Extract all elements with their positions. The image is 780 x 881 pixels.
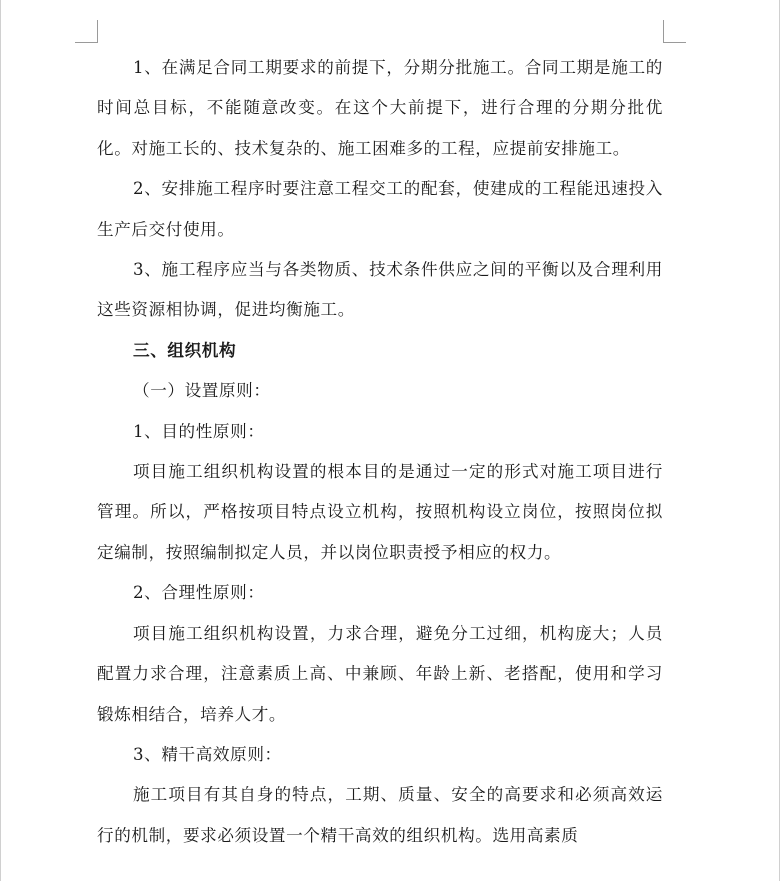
margin-corner-top-right [663, 20, 686, 43]
principle-2-body[interactable]: 项目施工组织机构设置，力求合理，避免分工过细，机构庞大；人员配置力求合理，注意素质上高、中兼顾、年龄上新、老搭配，使用和学习锻炼相结合，培养人才。 [97, 623, 663, 724]
paragraph-3[interactable]: 3、施工程序应当与各类物质、技术条件供应之间的平衡以及合理利用这些资源相协调，促进均衡施工。 [97, 260, 663, 320]
principle-1-title[interactable]: 1、目的性原则： [133, 421, 265, 441]
document-body[interactable] [97, 48, 663, 856]
margin-corner-top-left [75, 20, 98, 43]
paragraph-2[interactable]: 2、安排施工程序时要注意工程交工的配套，使建成的工程能迅速投入生产后交付使用。 [97, 179, 663, 239]
principle-1-body[interactable]: 项目施工组织机构设置的根本目的是通过一定的形式对施工项目进行管理。所以，严格按项目特点设立机构，按照机构设立岗位，按照岗位拟定编制，按照编制拟定人员，并以岗位职责授予相应的权力。 [97, 462, 663, 562]
section-heading[interactable]: 三、组织机构 [133, 340, 237, 360]
principle-3-body[interactable]: 施工项目有其自身的特点，工期、质量、安全的高要求和必须高效运行的机制，要求必须设置一个精干高效的组织机构。选用高素质 [97, 785, 663, 845]
principle-2-title[interactable]: 2、合理性原则： [133, 583, 265, 603]
page-edge-left [0, 0, 1, 881]
paragraph-1[interactable]: 1、在满足合同工期要求的前提下，分期分批施工。合同工期是施工的时间总目标，不能随意改变。在这个大前提下，进行合理的分期分批优化。对施工长的、技术复杂的、施工困难多的工程，应提前安排施工。 [97, 58, 663, 158]
principle-3-title[interactable]: 3、精干高效原则： [133, 744, 282, 764]
subsection-heading[interactable]: （一）设置原则： [133, 381, 271, 401]
